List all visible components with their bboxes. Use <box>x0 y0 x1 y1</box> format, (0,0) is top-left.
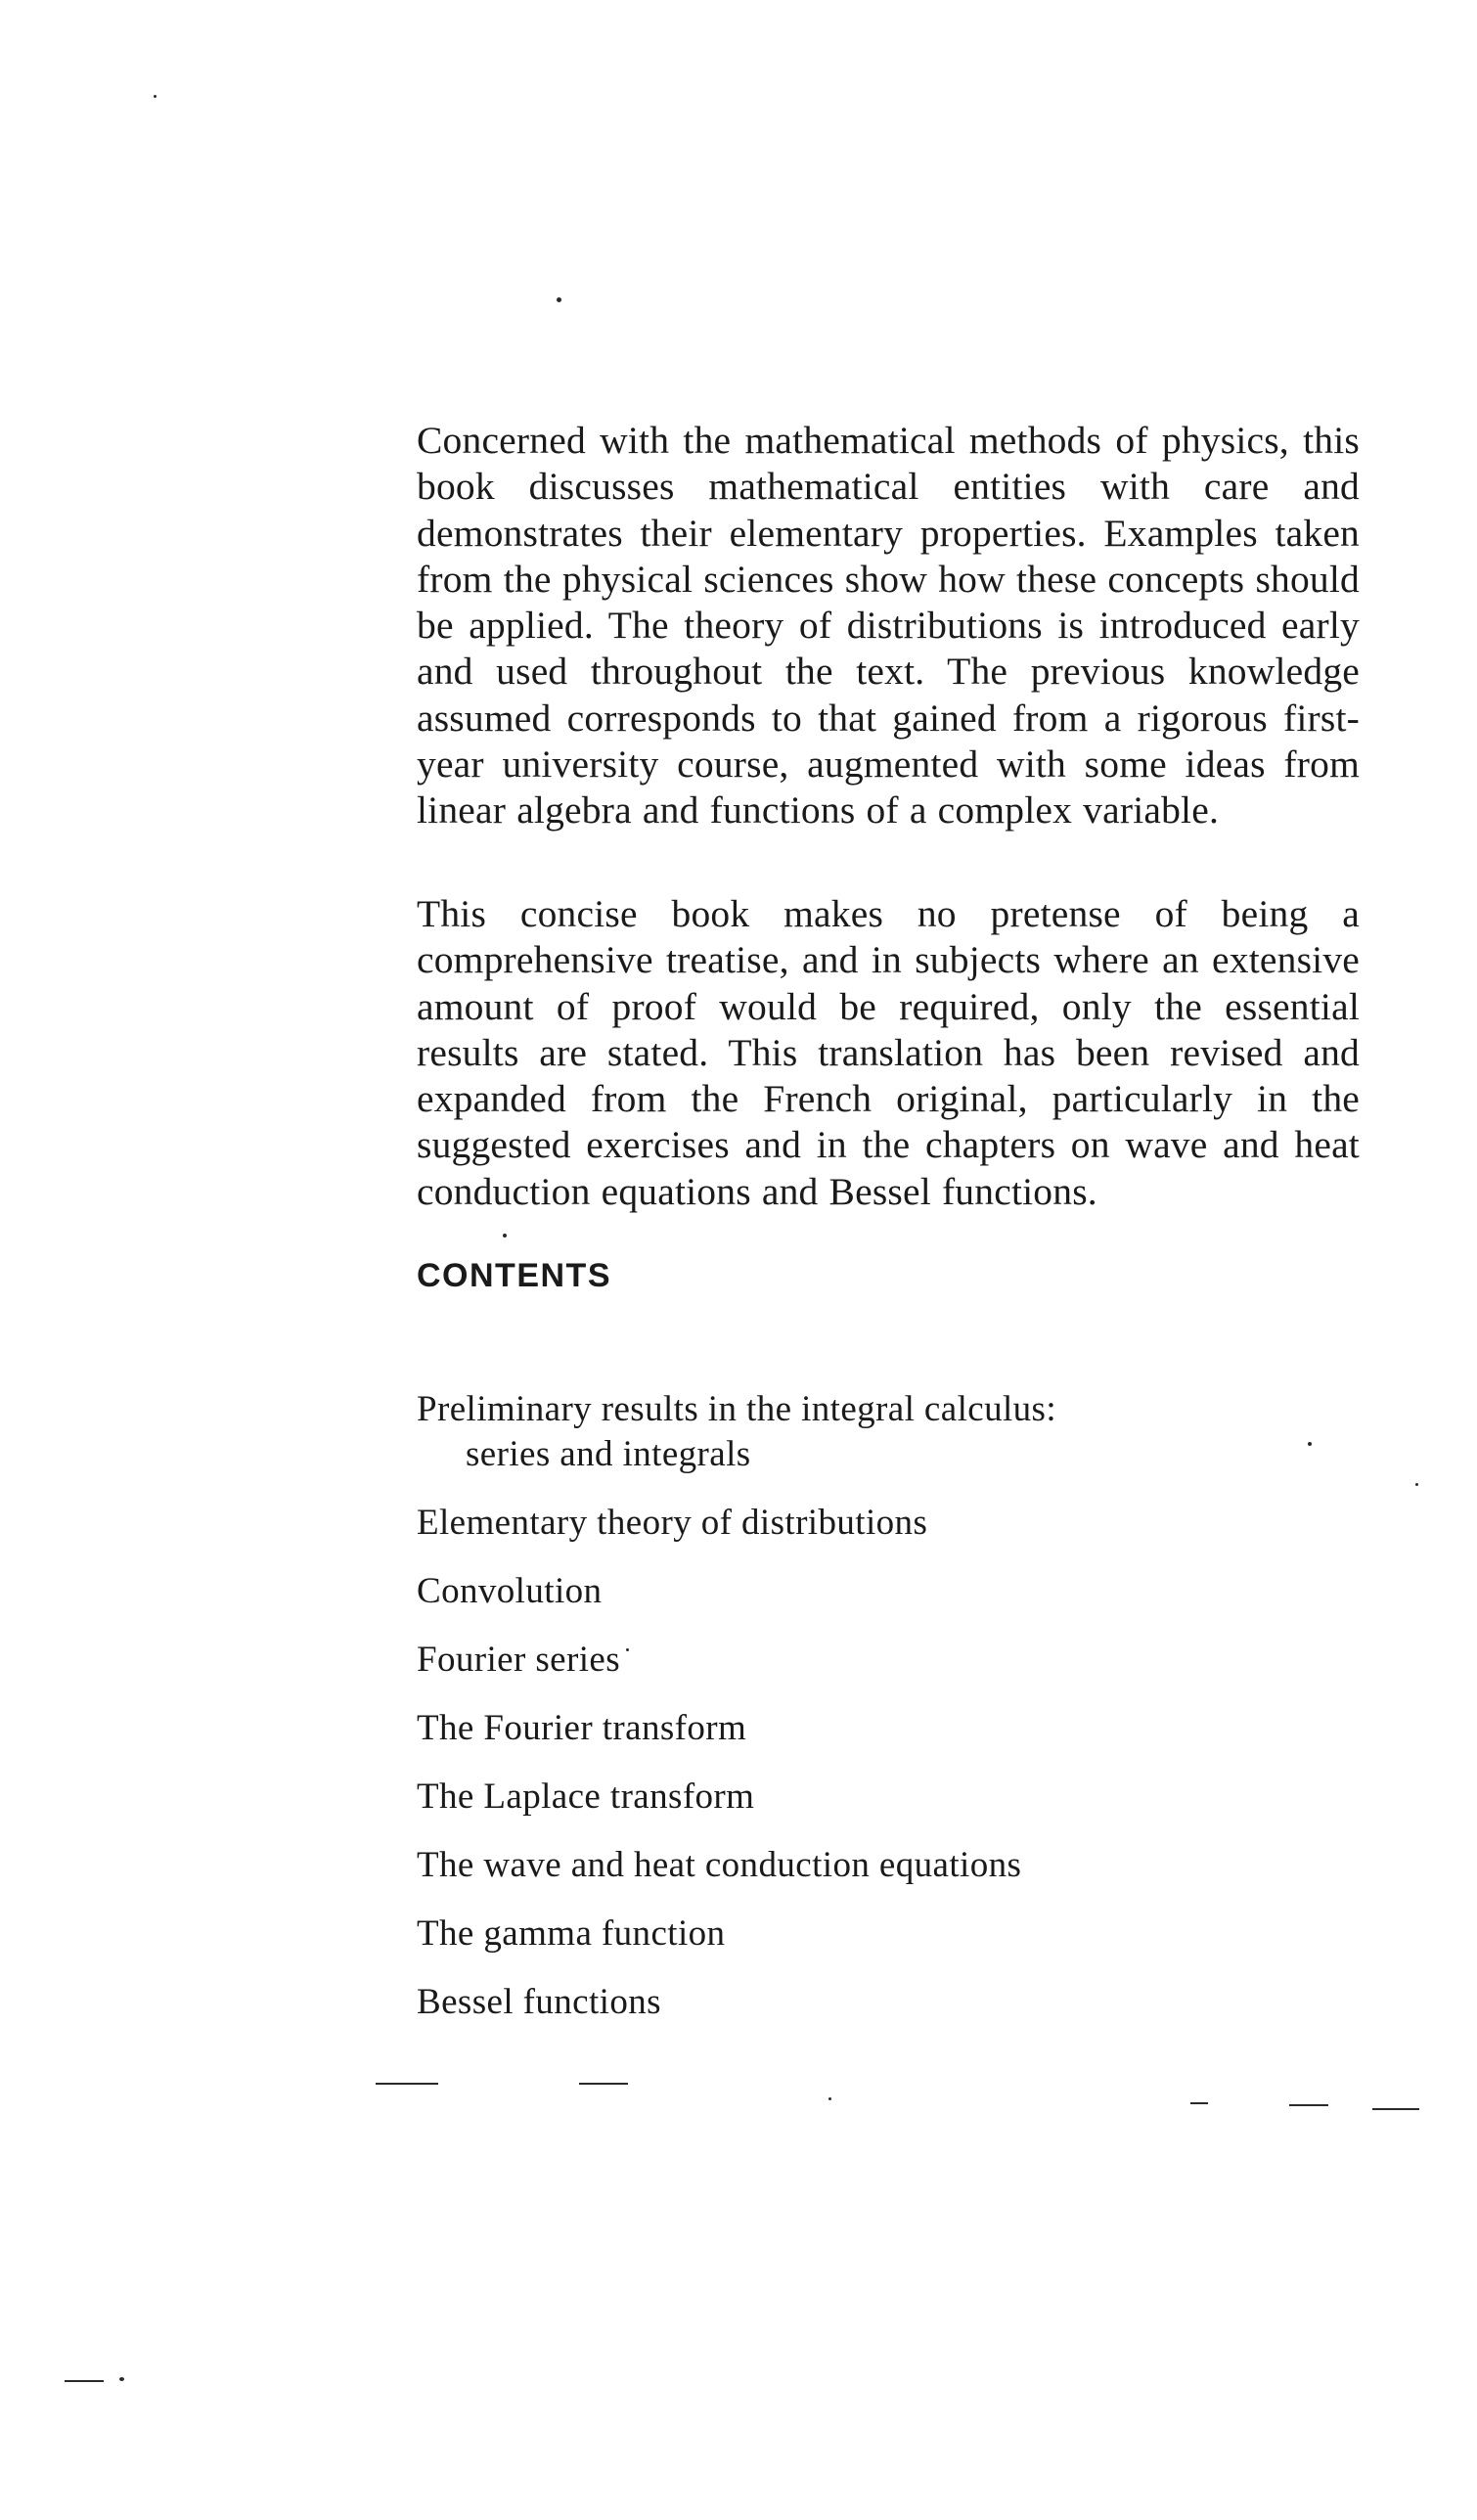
contents-list <box>417 1387 1199 2048</box>
contents-item <box>417 1638 1199 1683</box>
contents-item <box>417 1912 1199 1957</box>
contents-item <box>417 1387 1199 1477</box>
contents-item-title: Bessel functions <box>417 1982 661 2022</box>
contents-item <box>417 1706 1199 1751</box>
contents-item <box>417 1980 1199 2025</box>
contents-item-title: The wave and heat conduction equations <box>417 1845 1022 1885</box>
contents-item <box>417 1501 1199 1546</box>
contents-heading: CONTENTS <box>417 1257 611 1294</box>
scan-rule <box>65 2380 104 2382</box>
scan-speck <box>1415 1483 1418 1486</box>
contents-item <box>417 1569 1199 1614</box>
contents-item-title: Fourier series <box>417 1640 621 1680</box>
description-paragraph-1: Concerned with the mathematical methods of physics, this book discusses mathematical entities with care and demonstrates their elementary properties. Examples taken from the physical sciences show how these concepts should be applied. The theory of distributions is introduced early and used throughout the text. The previous knowledge assumed corresponds to that gained from a rigorous first-year university course, augmented with some ideas from linear algebra and functions of a complex variable. <box>417 419 1360 832</box>
scan-speck <box>503 1234 507 1238</box>
contents-item <box>417 1775 1199 1820</box>
contents-item-title: The Laplace transform <box>417 1777 755 1817</box>
scan-speck <box>557 297 561 302</box>
scan-rule <box>1190 2102 1208 2104</box>
scan-speck <box>154 95 157 98</box>
contents-item-title: The Fourier transform <box>417 1708 747 1748</box>
scan-speck <box>1308 1442 1312 1446</box>
scan-rule <box>376 2083 438 2085</box>
contents-item <box>417 1843 1199 1888</box>
contents-item-subtitle: series and integrals <box>466 1434 751 1474</box>
contents-item-title: The gamma function <box>417 1913 726 1954</box>
scan-speck <box>626 1648 629 1651</box>
contents-item-title: Convolution <box>417 1571 603 1611</box>
scan-speck <box>828 2097 831 2100</box>
contents-item-title: Elementary theory of distributions <box>417 1503 928 1543</box>
scan-rule <box>579 2083 628 2085</box>
scan-speck <box>119 2377 124 2381</box>
description-paragraph-2: This concise book makes no pretense of being a comprehensive treatise, and in subjects where an extensive amount of proof would be required, only the essential results are stated. This translation has been revised and expanded from the French original, particularly in the suggested exercises and in the chapters on wave and heat conduction equations and Bessel functions. <box>417 892 1360 1213</box>
scan-rule <box>1289 2104 1328 2106</box>
scan-rule <box>1372 2108 1419 2110</box>
contents-item-title: Preliminary results in the integral calculus: <box>417 1389 1057 1429</box>
